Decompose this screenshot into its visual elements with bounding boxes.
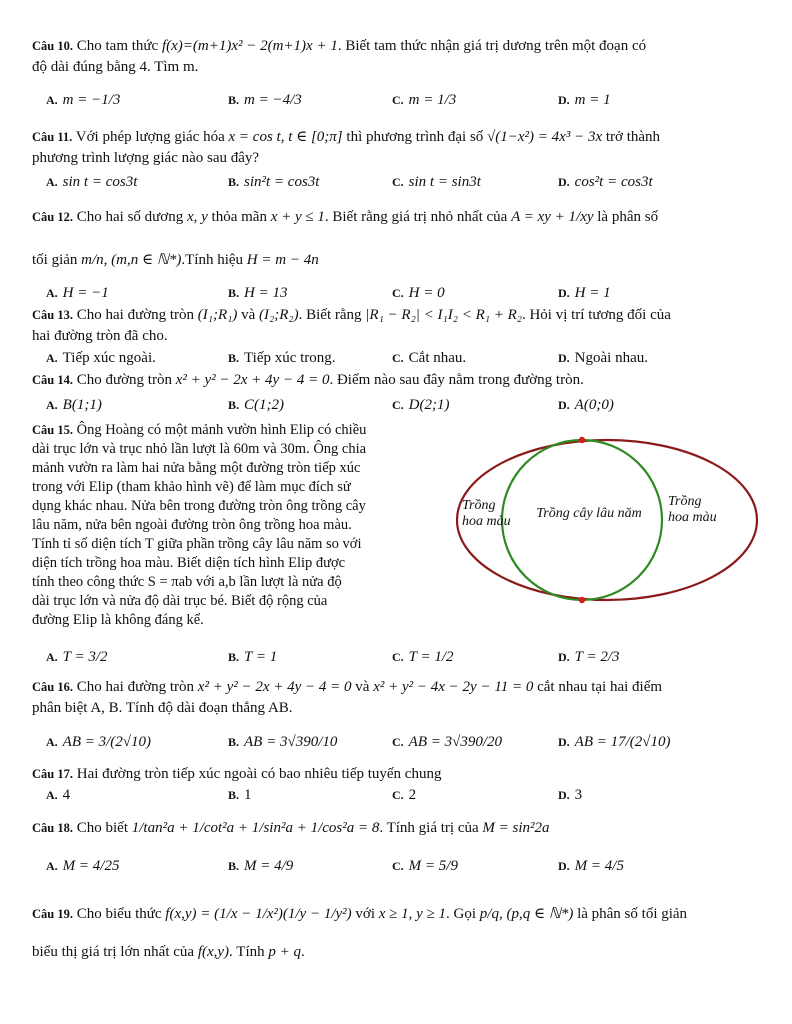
option-c[interactable]: C. M = 5/9 (392, 857, 458, 874)
question-label: Câu 15. (32, 423, 73, 437)
question-15: Câu 15. Ông Hoàng có một mảnh vườn hình Elip có chiều dài trục lớn và trục nhỏ lần lượt là 60m và 30m. Ông chia mảnh vườn ra làm hai nửa bằng một đường tròn tiếp xúc trong với Elip (tham khảo hình vẽ) để làm mục đích sử dụng khác nhau. Nửa bên trong đường tròn ông trồng cây lâu năm, nửa bên ngoài đường tròn ông trồng hoa màu. Tính tỉ số diện tích T giữa phần trồng cây lâu năm so với diện tích trồng hoa màu. Biết diện tích hình Elip được tính theo công thức S = πab với a,b lần lượt là nửa độ dài trục lớn và nửa độ dài trục bé. Biết độ rộng của đường Elip là không đáng kể. (32, 422, 367, 628)
question-12: Câu 12. Cho hai số dương x, y thỏa mãn x + y ≤ 1. Biết rằng giá trị nhỏ nhất của A = xy + 1/xy là phân số (32, 209, 659, 225)
question-label: Câu 18. (32, 821, 73, 835)
option-b[interactable]: B. T = 1 (228, 648, 278, 665)
option-b[interactable]: B. Tiếp xúc trong. (228, 349, 336, 366)
option-d[interactable]: D. T = 2/3 (558, 648, 620, 665)
tangent-point-top (579, 437, 585, 443)
question-14: Câu 14. Cho đường tròn x² + y² − 2x + 4y − 4 = 0. Điểm nào sau đây nằm trong đường tròn. (32, 372, 584, 388)
question-19: Câu 19. Cho biểu thức f(x,y) = (1/x − 1/x²)(1/y − 1/y²) với x ≥ 1, y ≥ 1. Gọi p/q, (p,q ∈ ℕ*) là phân số tối giản (32, 906, 688, 922)
options-q12 (46, 280, 758, 306)
options-q15 (46, 638, 758, 676)
option-a[interactable]: A. AB = 3/(2√10) (46, 733, 152, 750)
question-label: Câu 17. (32, 767, 73, 781)
options-q13 (46, 346, 758, 370)
option-b[interactable]: B. 1 (228, 786, 252, 803)
options-q14 (46, 392, 758, 418)
question-label: Câu 13. (32, 308, 73, 322)
question-label: Câu 12. (32, 210, 73, 224)
left-flower-label: Trồng hoa màu (462, 498, 511, 529)
tangent-point-bottom (579, 597, 585, 603)
options-q16 (46, 722, 758, 762)
option-c[interactable]: C. T = 1/2 (392, 648, 454, 665)
option-a[interactable]: A. H = −1 (46, 284, 109, 301)
option-a[interactable]: A. Tiếp xúc ngoài. (46, 349, 156, 366)
option-d[interactable]: D. M = 4/5 (558, 857, 624, 874)
right-flower-label: Trồng hoa màu (668, 494, 717, 525)
question-12-cont: tối giản m/n, (m,n ∈ ℕ*).Tính hiệu H = m − 4n (32, 252, 319, 268)
options-q17 (46, 784, 758, 806)
option-d[interactable]: D. m = 1 (558, 91, 611, 108)
options-q11 (46, 168, 758, 196)
option-c[interactable]: C. m = 1/3 (392, 91, 457, 108)
option-d[interactable]: D. cos²t = cos3t (558, 173, 653, 190)
question-label: Câu 11. (32, 130, 73, 144)
question-18: Câu 18. Cho biết 1/tan²a + 1/cot²a + 1/sin²a + 1/cos²a = 8. Tính giá trị của M = sin²2a (32, 820, 550, 836)
option-a[interactable]: A. T = 3/2 (46, 648, 108, 665)
center-tree-label: Trồng cây lâu năm (536, 506, 642, 521)
option-c[interactable]: C. AB = 3√390/20 (392, 733, 503, 750)
question-17: Câu 17. Hai đường tròn tiếp xúc ngoài có bao nhiêu tiếp tuyến chung (32, 766, 442, 782)
options-q18 (46, 846, 758, 886)
option-a[interactable]: A. m = −1/3 (46, 91, 121, 108)
option-c[interactable]: C. D(2;1) (392, 396, 450, 413)
option-c[interactable]: C. H = 0 (392, 284, 445, 301)
option-b[interactable]: B. H = 13 (228, 284, 288, 301)
option-d[interactable]: D. 3 (558, 786, 583, 803)
question-10: Câu 10. Cho tam thức f(x)=(m+1)x² − 2(m+1)x + 1. Biết tam thức nhận giá trị dương trên một đoạn có độ dài đúng bằng 4. Tìm m. (32, 38, 647, 75)
option-a[interactable]: A. 4 (46, 786, 71, 803)
option-d[interactable]: D. H = 1 (558, 284, 611, 301)
question-label: Câu 14. (32, 373, 73, 387)
option-a[interactable]: A. sin t = cos3t (46, 173, 138, 190)
question-19-cont: biểu thị giá trị lớn nhất của f(x,y). Tính p + q. (32, 944, 305, 960)
option-a[interactable]: A. B(1;1) (46, 396, 102, 413)
option-b[interactable]: B. AB = 3√390/10 (228, 733, 338, 750)
option-b[interactable]: B. M = 4/9 (228, 857, 294, 874)
options-q10 (46, 82, 758, 118)
question-label: Câu 10. (32, 39, 73, 53)
question-label: Câu 19. (32, 907, 73, 921)
option-c[interactable]: C. sin t = sin3t (392, 173, 481, 190)
option-c[interactable]: C. Cắt nhau. (392, 349, 467, 366)
question-label: Câu 16. (32, 680, 73, 694)
option-d[interactable]: D. A(0;0) (558, 396, 614, 413)
option-b[interactable]: B. m = −4/3 (228, 91, 302, 108)
question-13: Câu 13. Cho hai đường tròn (I₁;R₁) và (I₂;R₂). Biết rằng |R₁ − R₂| < I₁I₂ < R₁ + R₂. Hỏi vị trí tương đối của hai đường tròn đã cho. (32, 307, 671, 344)
option-c[interactable]: C. 2 (392, 786, 417, 803)
option-d[interactable]: D. Ngoài nhau. (558, 349, 648, 366)
question-16: Câu 16. Cho hai đường tròn x² + y² − 2x + 4y − 4 = 0 và x² + y² − 4x − 2y − 11 = 0 cắt nhau tại hai điểm phân biệt A, B. Tính độ dài đoạn thẳng AB. (32, 679, 663, 716)
option-d[interactable]: D. AB = 17/(2√10) (558, 733, 671, 750)
math-expression: f(x)=(m+1)x² − 2(m+1)x + 1 (161, 38, 338, 54)
ellipse-garden-diagram (452, 436, 762, 608)
option-b[interactable]: B. C(1;2) (228, 396, 285, 413)
question-11: Câu 11. Với phép lượng giác hóa x = cos t, t ∈ [0;π] thì phương trình đại số √(1−x²) = 4x³ − 3x trở thành phương trình lượng giác nào sau đây? (32, 129, 661, 166)
option-a[interactable]: A. M = 4/25 (46, 857, 120, 874)
option-b[interactable]: B. sin²t = cos3t (228, 173, 320, 190)
